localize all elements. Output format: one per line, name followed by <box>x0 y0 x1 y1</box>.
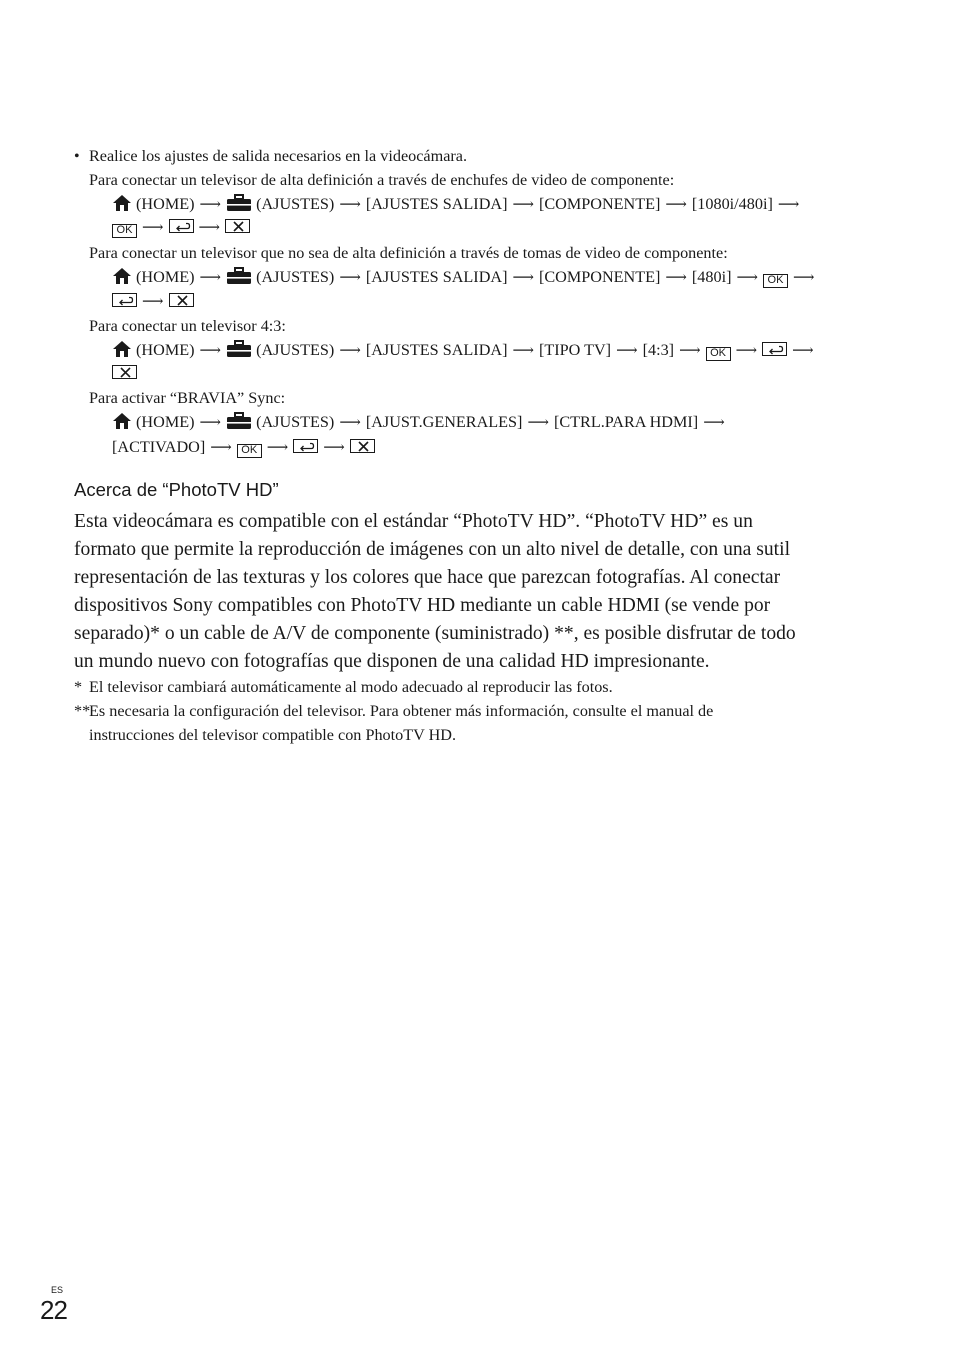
step-ajustes-salida: [AJUSTES SALIDA] <box>365 268 508 286</box>
arrow-right-icon: ⟶ <box>199 270 222 286</box>
bullet-symbol: • <box>74 148 80 165</box>
procedure-3-line-2 <box>112 361 137 385</box>
close-key-icon <box>350 439 375 453</box>
body-line: representación de las texturas y los colores que hace que parezcan fotografías. Al conectar <box>74 567 781 588</box>
arrow-right-icon: ⟶ <box>527 415 549 431</box>
home-label: (HOME) <box>136 413 195 431</box>
arrow-right-icon: ⟶ <box>777 197 800 213</box>
step-componente: [COMPONENTE] <box>538 195 661 213</box>
return-key-icon <box>112 293 137 307</box>
arrow-right-icon: ⟶ <box>198 220 221 236</box>
step-resolution: [480i] <box>691 268 732 286</box>
step-activado: [ACTIVADO] <box>112 438 206 456</box>
arrow-right-icon: ⟶ <box>323 440 345 456</box>
ok-key-icon: OK <box>763 274 788 288</box>
return-key-icon <box>293 439 318 453</box>
arrow-right-icon: ⟶ <box>339 415 361 431</box>
ajustes-label: (AJUSTES) <box>256 341 335 359</box>
home-label: (HOME) <box>136 341 195 359</box>
bullet-item <box>74 144 80 169</box>
arrow-right-icon: ⟶ <box>665 270 687 286</box>
toolbox-icon <box>226 267 252 292</box>
arrow-right-icon: ⟶ <box>512 343 534 359</box>
close-key-icon <box>112 365 137 379</box>
home-label: (HOME) <box>136 268 195 286</box>
step-ajust-generales: [AJUST.GENERALES] <box>365 413 523 431</box>
procedure-3-title: Para conectar un televisor 4:3: <box>89 317 286 335</box>
arrow-right-icon: ⟶ <box>512 270 534 286</box>
ok-key-icon: OK <box>706 347 731 361</box>
arrow-right-icon: ⟶ <box>679 343 701 359</box>
arrow-right-icon: ⟶ <box>339 197 361 213</box>
ajustes-label: (AJUSTES) <box>256 195 335 213</box>
home-icon <box>112 412 132 437</box>
footnote-mark: * <box>74 678 83 696</box>
step-resolution: [1080i/480i] <box>691 195 773 213</box>
step-tipo-tv: [TIPO TV] <box>538 341 612 359</box>
arrow-right-icon: ⟶ <box>142 294 164 310</box>
arrow-right-icon: ⟶ <box>792 270 815 286</box>
home-label: (HOME) <box>136 195 195 213</box>
arrow-right-icon: ⟶ <box>512 197 534 213</box>
body-line: un mundo nuevo con fotografías que disponen de una calidad HD impresionante. <box>74 651 710 672</box>
footnote-text: instrucciones del televisor compatible con PhotoTV HD. <box>89 726 456 744</box>
arrow-right-icon: ⟶ <box>665 197 687 213</box>
language-label: ES <box>51 1285 64 1295</box>
ok-key-icon: OK <box>237 444 262 458</box>
procedure-1-title: Para conectar un televisor de alta definición a través de enchufes de video de componente: <box>89 171 675 189</box>
body-line: separado)* o un cable de A/V de componente (suministrado) **, es posible disfrutar de todo <box>74 623 796 644</box>
arrow-right-icon: ⟶ <box>199 343 222 359</box>
arrow-right-icon: ⟶ <box>703 415 725 431</box>
body-line: dispositivos Sony compatibles con PhotoTV HD mediante un cable HDMI (se vende por <box>74 595 771 616</box>
toolbox-icon <box>226 412 252 437</box>
arrow-right-icon: ⟶ <box>616 343 638 359</box>
procedure-4-line-1 <box>112 410 730 437</box>
step-aspect: [4:3] <box>642 341 675 359</box>
arrow-right-icon: ⟶ <box>199 197 222 213</box>
body-line: Esta videocámara es compatible con el estándar “PhotoTV HD”. “PhotoTV HD” es un <box>74 511 753 532</box>
footnote-mark: ** <box>74 702 91 720</box>
step-ctrl-hdmi: [CTRL.PARA HDMI] <box>553 413 699 431</box>
arrow-right-icon: ⟶ <box>736 270 758 286</box>
ok-key-icon: OK <box>112 224 137 238</box>
footnote-text: El televisor cambiará automáticamente al modo adecuado al reproducir las fotos. <box>89 678 613 696</box>
arrow-right-icon: ⟶ <box>339 270 361 286</box>
procedure-4-line-2 <box>112 435 375 460</box>
procedure-4-title: Para activar “BRAVIA” Sync: <box>89 389 286 407</box>
arrow-right-icon: ⟶ <box>339 343 361 359</box>
footnote-text: Es necesaria la configuración del televisor. Para obtener más información, consulte el manual de <box>89 702 714 720</box>
return-key-icon <box>762 342 787 356</box>
page-number: 22 <box>40 1295 67 1325</box>
section-heading: Acerca de “PhotoTV HD” <box>74 479 279 500</box>
close-key-icon <box>169 293 194 307</box>
arrow-right-icon: ⟶ <box>266 440 289 456</box>
return-key-icon <box>169 219 194 233</box>
arrow-right-icon: ⟶ <box>199 415 222 431</box>
arrow-right-icon: ⟶ <box>735 343 758 359</box>
procedure-2-line-2 <box>112 289 194 314</box>
arrow-right-icon: ⟶ <box>792 343 814 359</box>
body-line: formato que permite la reproducción de imágenes con un alto nivel de detalle, con una sutil <box>74 539 791 560</box>
toolbox-icon <box>226 340 252 365</box>
arrow-right-icon: ⟶ <box>210 440 232 456</box>
procedure-1-line-2 <box>112 215 250 240</box>
step-ajustes-salida: [AJUSTES SALIDA] <box>365 195 508 213</box>
bullet-intro: Realice los ajustes de salida necesarios en la videocámara. <box>89 147 467 165</box>
ajustes-label: (AJUSTES) <box>256 413 335 431</box>
step-ajustes-salida: [AJUSTES SALIDA] <box>365 341 508 359</box>
arrow-right-icon: ⟶ <box>142 220 164 236</box>
close-key-icon <box>225 219 250 233</box>
procedure-3-line-1 <box>112 338 819 365</box>
procedure-2-line-1 <box>112 265 820 292</box>
step-componente: [COMPONENTE] <box>538 268 661 286</box>
ajustes-label: (AJUSTES) <box>256 268 335 286</box>
procedure-2-title: Para conectar un televisor que no sea de alta definición a través de tomas de video de componente: <box>89 244 728 262</box>
